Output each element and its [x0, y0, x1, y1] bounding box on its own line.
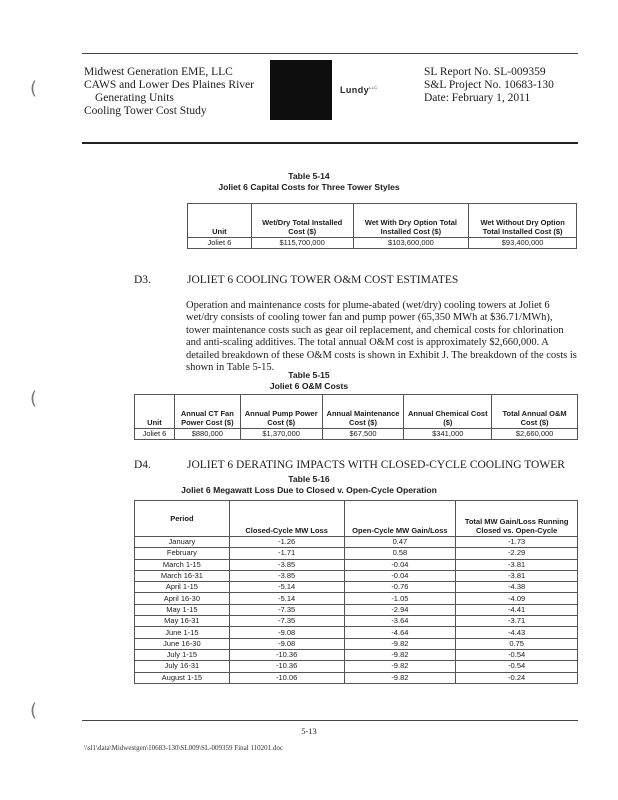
- table-5-15-caption: Table 5-15 Joliet 6 O&M Costs: [269, 370, 349, 391]
- header-units: Generating Units: [95, 92, 174, 104]
- binder-mark: (: [30, 700, 38, 721]
- project-number: S&L Project No. 10683-130: [424, 79, 554, 91]
- table-row: Joliet 6 $880,000 $1,370,000 $67,500 $341,000 $2,660,000: [135, 429, 578, 440]
- table-row: June 1-15 -9.08 -4.64 -4.43: [135, 627, 578, 638]
- table-5-16: [134, 500, 578, 684]
- table-row: April 1-15 -5.14 -0.76 -4.38: [135, 582, 578, 593]
- section-d3-paragraph: Operation and maintenance costs for plume-abated (wet/dry) cooling towers at Joliet 6 wet/dry consists of cooling tower fan and pump power (65,350 MWh at $36.71/MWh), tower maintenance costs such as gear oil replacement, and chemical costs for chlorination and anti-scaling additives. The total annual O&M cost is approximately $2,660,000. A detailed breakdown of these O&M costs is shown in Exhibit J. The breakdown of the costs is shown in Table 5-15.: [186, 300, 577, 374]
- column-header: Open-Cycle MW Gain/Loss: [344, 501, 456, 537]
- table-row: January -1.26 0.47 -1.73: [135, 537, 578, 548]
- logo-block: [270, 60, 332, 120]
- table-5-15: [134, 394, 578, 440]
- table-5-16-caption: Table 5-16 Joliet 6 Megawatt Loss Due to Closed v. Open-Cycle Operation: [181, 474, 437, 495]
- header-right-block: [424, 66, 554, 105]
- table-row: February -1.71 0.58 -2.29: [135, 548, 578, 559]
- logo-wordmark: Lundy$^{LLC}$: [340, 85, 378, 95]
- table-row: March 1-15 -3.85 -0.04 -3.81: [135, 559, 578, 570]
- header-study: Cooling Tower Cost Study: [84, 105, 207, 117]
- column-header: Annual Pump Power Cost ($): [240, 395, 322, 429]
- document-page: Midwest Generation EME, LLC CAWS and Lower Des Plaines River Generating Units Cooling Tower Cost Study Lundy$^{LLC}$ SL Report No. SL-009359 S&L Project No. 10683-130 Date: February 1, 2011 ( ( ( Table 5-14 Joliet 6 Capital Costs for Three Tower Styles Unit Wet/Dry Total Installed Cost ($) Wet With Dry Option Total Installed Cost ($) Wet Without Dry Option Total Installed Cost ($) Joliet 6 $115,700,000 $103,600,000 $93,400,000 D3. JOLIET 6 COOLING TOWER O&M COST ESTIMATES Operation and maintenance costs for plume-abated (wet/dry) cooling towers at Joliet 6 wet/dry consists of cooling tower fan and pump power (65,350 MWh at $36.71/MWh), tower maintenance costs such as gear oil replacement, and chemical costs for chlorination and anti-scaling additives. The total annual O&M cost is approximately $2,660,000. A detailed breakdown of these O&M costs is shown in Exhibit J. The breakdown of the costs is shown in Table 5-15. Table 5-15 Joliet 6 O&M Costs Unit Annual CT Fan Power Cost ($) Annual Pump Power Cost ($) Annual Maintenance Cost ($) Annual Chemical Cost ($) Total Annual O&M Cost ($) Joliet 6 $880,000 $1,370,000 $67,500 $341,000 $2,660,000 D4. JOLIET 6 DERATING IMPACTS WITH CLOSED-CYCLE COOLING TOWER Table 5-16 Joliet 6 Megawatt Loss Due to Closed v. Open-Cycle Operation Period Closed-Cycle MW Loss Open-Cycle MW Gain/Loss Total MW Gain/Loss Running Closed vs. Open-Cycle January -1.26 0.47 -1.73 February -1.71 0.58 -2.29 March 1-15 -3.85 -0.04 -3.81 March 16-31 -3.85 -0.04 -3.81 April 1-15 -5.14 -0.76 -4.38 April 16-30 -5.14 -1.05 -4.09 May 1-15 -7.35 -2.94 -4.41 May 16-31 -7.35 -3.64 -3.71 June 1-15 -9.08 -4.64 -4.43 June 16-30 -9.08 -9.82 0.75 July 1-15 -10.36 -9.82 -0.54 July 16-31 -10.36 -9.82 -0.54 August 1-15 -10.06 -9.82 -0.24 5-13 \\sl1\data\Midwestgen\10683-130\SL009\SL-009359 Final 110201.doc: [0, 0, 618, 800]
- table-5-14: [187, 203, 577, 249]
- column-header: Closed-Cycle MW Loss: [229, 501, 344, 537]
- column-header: Annual Maintenance Cost ($): [322, 395, 404, 429]
- column-header: Total Annual O&M Cost ($): [492, 395, 578, 429]
- table-row: July 1-15 -10.36 -9.82 -0.54: [135, 649, 578, 660]
- header-project: CAWS and Lower Des Plaines River: [84, 79, 254, 91]
- table-row: April 16-30 -5.14 -1.05 -4.09: [135, 593, 578, 604]
- footer-file-path: \\sl1\data\Midwestgen\10683-130\SL009\SL-009359 Final 110201.doc: [84, 744, 284, 752]
- page-number: 5-13: [301, 726, 317, 736]
- table-row: Joliet 6 $115,700,000 $103,600,000 $93,400,000: [188, 238, 577, 249]
- column-header: Unit: [188, 204, 252, 238]
- table-row: May 1-15 -7.35 -2.94 -4.41: [135, 604, 578, 615]
- column-header: Annual CT Fan Power Cost ($): [174, 395, 240, 429]
- header-company: Midwest Generation EME, LLC: [84, 66, 233, 78]
- top-rule: [82, 53, 578, 54]
- footer-rule: [82, 720, 578, 721]
- column-header: Period: [135, 501, 230, 537]
- binder-mark: (: [30, 78, 38, 99]
- column-header: Total MW Gain/Loss Running Closed vs. Open-Cycle: [456, 501, 578, 537]
- column-header: Unit: [135, 395, 175, 429]
- table-row: June 16-30 -9.08 -9.82 0.75: [135, 638, 578, 649]
- table-row: August 1-15 -10.06 -9.82 -0.24: [135, 672, 578, 683]
- header-rule: [82, 142, 578, 144]
- column-header: Wet With Dry Option Total Installed Cost ($): [353, 204, 469, 238]
- column-header: Wet/Dry Total Installed Cost ($): [251, 204, 353, 238]
- table-row: March 16-31 -3.85 -0.04 -3.81: [135, 570, 578, 581]
- report-date: Date: February 1, 2011: [424, 92, 531, 104]
- table-row: July 16-31 -10.36 -9.82 -0.54: [135, 661, 578, 672]
- binder-mark: (: [30, 388, 38, 409]
- column-header: Annual Chemical Cost ($): [404, 395, 492, 429]
- table-5-14-caption: Table 5-14 Joliet 6 Capital Costs for Three Tower Styles: [218, 171, 400, 192]
- header-left-block: [84, 66, 254, 118]
- table-row: May 16-31 -7.35 -3.64 -3.71: [135, 616, 578, 627]
- column-header: Wet Without Dry Option Total Installed Cost ($): [469, 204, 577, 238]
- report-number: SL Report No. SL-009359: [424, 66, 546, 78]
